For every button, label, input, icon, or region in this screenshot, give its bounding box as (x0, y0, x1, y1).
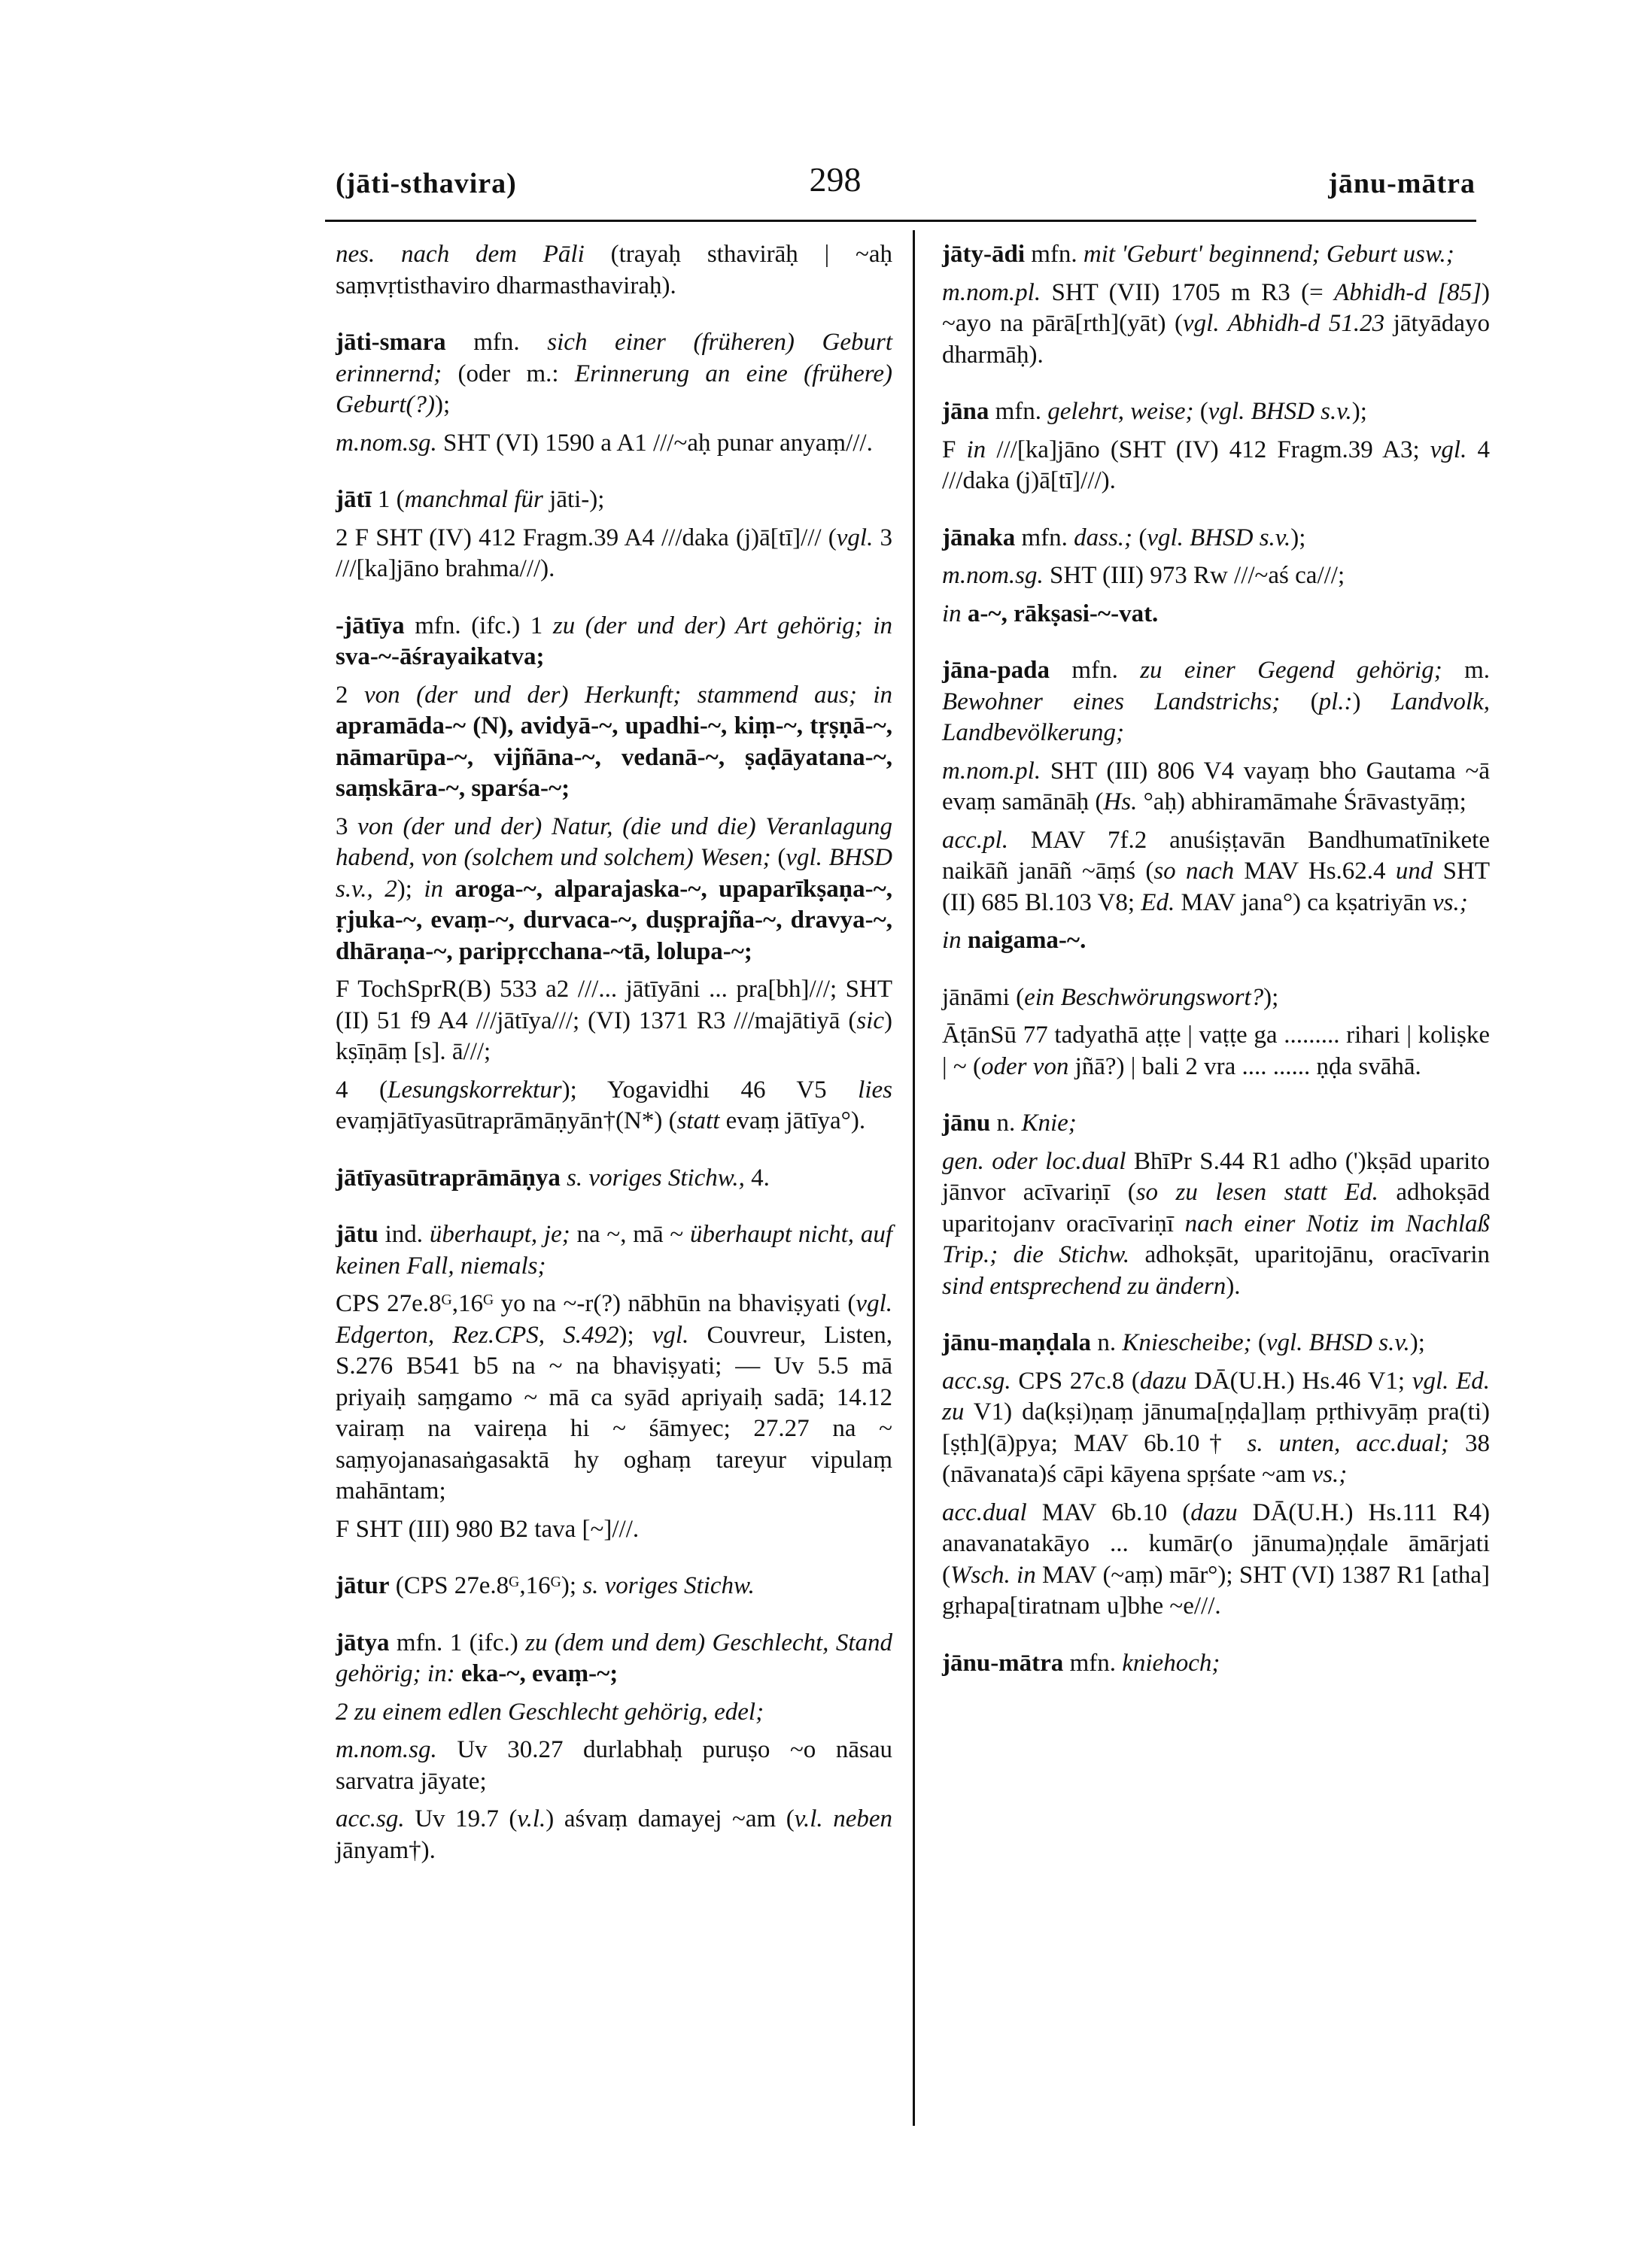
entry-line (942, 982, 1490, 1014)
entry-text: zu einer Gegend gehörig; (1140, 657, 1442, 684)
entry-text: pl.: (1318, 688, 1353, 715)
entry-text: Kniescheibe; (1122, 1329, 1252, 1356)
header-right-guideword: jānu-mātra (1328, 168, 1476, 199)
entry-text: ); Yogavidhi 46 V5 (561, 1076, 859, 1104)
entry-text: v.l. neben (794, 1805, 892, 1832)
entry-text: sva-~-āśrayaikatva; (336, 643, 545, 670)
entry-text: ) kṣīṇāṃ [s]. ā///; (336, 1006, 892, 1065)
entry-text: DĀ(U.H.) Hs.46 V1; (1187, 1367, 1412, 1395)
entry-text: und (1395, 858, 1433, 885)
entry-text: dass.; (1074, 524, 1133, 551)
entry-text: Abhidh-d [85] (1334, 278, 1482, 306)
entry-text: ein Beschwörungswort? (1024, 983, 1264, 1011)
entry-text: apramāda-~ (N), avidyā-~, upadhi-~, kiṃ-~, tṛṣṇā-~, nāmarūpa-~, vijñāna-~, vedanā-~, ṣaḍāyatana-~, saṃskāra-~, sparśa-~; (336, 712, 892, 802)
entry-line (942, 560, 1490, 592)
left-column (336, 239, 892, 1892)
entry-text: statt (676, 1107, 720, 1134)
entry-text: vgl. Abhidh-d 51.23 (1183, 310, 1385, 337)
entry-line (336, 1163, 892, 1195)
entry-text: vgl. BHSD s.v., 2 (336, 844, 892, 903)
lemma: jātya (336, 1629, 390, 1656)
entry-text: (CPS 27e.8ᴳ,16ᴳ); (389, 1572, 583, 1599)
entry-text: 2 (336, 681, 364, 709)
entry-text: Uv 19.7 ( (404, 1805, 518, 1832)
entry-text: 38 (nāvanata)ś cāpi kāyena spṛśate ~am (942, 1429, 1491, 1488)
entry-line (942, 1498, 1490, 1623)
entry-text: F (942, 436, 967, 463)
entry-line (942, 1146, 1490, 1303)
entry-text: °aḥ) abhiramāmahe Śrāvastyāṃ; (1137, 788, 1466, 815)
column-rule (913, 230, 915, 2126)
entry-text: aroga-~, alparajaska-~, upaparīkṣaṇa-~, ṛjuka-~, evaṃ-~, durvaca-~, duṣprajña-~, dravya-~, dhāraṇa-~, paripṛcchana-~tā, lolupa-~; (336, 875, 892, 965)
entry-text: vgl. BHSD s.v. (1147, 524, 1291, 551)
entry-text: ( (770, 844, 786, 871)
entry-text: MAV (~aṃ) mār°); SHT (VI) 1387 R1 [atha] gṛhapa[tiratnam u]bhe ~e///. (942, 1561, 1490, 1620)
entry-text: oder von (980, 1052, 1069, 1080)
entry-text: ). (1226, 1272, 1241, 1300)
page-header (0, 159, 1626, 205)
entry-text: so nach (1153, 858, 1235, 885)
entry-line (336, 484, 892, 516)
entry-text: ind. (378, 1221, 430, 1248)
entry-text: s. voriges Stichw. (582, 1572, 755, 1599)
lemma: -jātīya (336, 612, 405, 639)
entry-text: SHT (III) 973 Rw ///~aś ca///; (1043, 562, 1345, 589)
entry-text: V1) da(kṣi)ṇaṃ jānuma[ṇḍa]laṃ pṛthivyāṃ pra(ti)[ṣṭh](ā)pya; MAV 6b.10† (942, 1398, 1490, 1457)
entry-line (336, 974, 892, 1068)
entry-line (336, 1697, 892, 1729)
entry-text: 3 (336, 812, 358, 840)
entry-text: 4 ///daka (j)ā[tī]///). (942, 436, 1490, 494)
entry-text: mfn. (989, 398, 1048, 425)
header-rule (325, 220, 1476, 222)
entry-text: m.nom.pl. (942, 757, 1041, 785)
entry-line (942, 1648, 1490, 1680)
entry-text: n. (1091, 1329, 1123, 1356)
entry-text: mfn. (1015, 524, 1074, 551)
entry-text: mit 'Geburt' beginnend; Geburt usw.; (1083, 241, 1454, 268)
entry-text: so zu lesen statt Ed. (1135, 1179, 1378, 1206)
entry-text: 2 zu einem edlen Geschlecht gehörig, edel; (336, 1698, 764, 1726)
entry-text: a-~, rākṣasi-~-vat. (961, 600, 1159, 627)
entry-text: CPS 27c.8 ( (1011, 1367, 1140, 1395)
entry-text: ( (1280, 688, 1319, 715)
entry-text: Hs. (1103, 788, 1138, 815)
entry-line (942, 1366, 1490, 1491)
header-left-guideword: (jāti-sthavira) (336, 168, 517, 199)
entry-text: mfn. (1050, 657, 1141, 684)
entry-text: ); (1351, 398, 1367, 425)
entry-text: acc.sg. (942, 1367, 1011, 1395)
entry-text: acc.sg. (336, 1805, 405, 1832)
entry-jaty-adi (942, 239, 1490, 371)
entry-text: MAV 6b.10 ( (1026, 1498, 1191, 1526)
entry-text: überhaupt, je; (429, 1221, 570, 1248)
lemma: jāna-pada (942, 657, 1050, 684)
entry-text: s. unten, acc.dual; (1247, 1429, 1449, 1457)
entry-text: 2 F SHT (IV) 412 Fragm.39 A4 ///daka (j)ā[tī]/// ( (336, 524, 837, 551)
entry-janu-mandala (942, 1328, 1490, 1623)
entry-text: mfn. (ifc.) 1 (404, 612, 553, 639)
entry-line (336, 1628, 892, 1690)
entry-text: mfn. (445, 329, 548, 356)
entry-text: adhokṣād uparitojanv oracīvariṇī (942, 1179, 1491, 1237)
entry-text: vgl. BHSD s.v. (1266, 1329, 1410, 1356)
entry-text: zu (dem und dem) Geschlecht, Stand gehörig; in: (336, 1629, 892, 1687)
entry-text: na ~, mā ~ (570, 1221, 690, 1248)
entry-text: SHT (VII) 1705 m R3 (= (1041, 278, 1335, 306)
entry-text: evaṃjātīyasūtraprāmāṇyān†(N*) ( (336, 1107, 677, 1134)
entry-line (336, 523, 892, 585)
entry-text: MAV 7f.2 anuśiṣṭavān Bandhumatīnikete naikāñ janāñ ~āṃś ( (942, 826, 1490, 885)
entry-line (942, 278, 1490, 372)
entry-text: acc.pl. (942, 826, 1008, 854)
entry-line (336, 1219, 892, 1282)
entry-line (336, 428, 892, 460)
entry-text: MAV jana°) ca kṣatriyān (1175, 888, 1433, 916)
entry-jatur (336, 1571, 892, 1602)
entry-text: Knie; (1021, 1110, 1077, 1137)
entry-text: adhokṣāt, uparitojānu, oracīvarin (1129, 1241, 1490, 1268)
entry-text: 4. (744, 1164, 770, 1192)
entry-text: ) aśvaṃ damayej ~am ( (546, 1805, 795, 1832)
entry-text: F TochSprR(B) 533 a2 ///... jātīyāni ... pra[bh]///; SHT (II) 51 f9 A4 ///jātīya///; (VI) 1371 R3 ///majātiyā ( (336, 976, 892, 1034)
entry-text: SHT (III) 806 V4 vayaṃ bho Gautama ~ā evaṃ samānāḥ ( (942, 757, 1490, 815)
entry-text: ); (1290, 524, 1306, 551)
entry-text: n. (990, 1110, 1022, 1137)
entry-text: vgl. Edgerton, Rez.CPS, S.492 (336, 1290, 892, 1349)
lemma: jātu (336, 1221, 378, 1248)
lemma: jānu-mātra (942, 1649, 1064, 1677)
entry-text: Bewohner eines Landstrichs; (942, 688, 1281, 715)
lemma: jānaka (942, 524, 1016, 551)
entry-text: v.l. (517, 1805, 546, 1832)
entry-text: ) ~ayo na pārā[rth](yāt) ( (942, 278, 1490, 337)
entry-text: sich einer (früheren) Geburt erinnernd; (336, 329, 892, 387)
entry-line (336, 812, 892, 968)
entry-text: 4 ( (336, 1076, 388, 1104)
lemma: jāty-ādi (942, 241, 1025, 268)
entry-line (336, 327, 892, 421)
entry-text: vs.; (1433, 888, 1468, 916)
entry-text: ); (1263, 983, 1279, 1011)
entry-text: CPS 27e.8ᴳ,16ᴳ yo na ~-r(?) nābhūn na bhaviṣyati ( (336, 1290, 856, 1317)
entry-text: vs.; (1311, 1461, 1348, 1488)
entry-text: mfn. 1 (ifc.) (389, 1629, 526, 1656)
entry-line (336, 1804, 892, 1866)
entry-text: sind entsprechend zu ändern (942, 1272, 1226, 1300)
entry-text: SHT (VI) 1590 a A1 ///~aḥ punar anyaṃ///. (436, 429, 873, 457)
entry-text: ) (1352, 688, 1391, 715)
entry-jatiya (336, 611, 892, 1137)
entry-text: ); (1409, 1329, 1425, 1356)
entry-text: in (942, 927, 962, 954)
lemma: jānu-maṇḍala (942, 1329, 1092, 1356)
entry-text: in (424, 875, 444, 903)
entry-text: Couvreur, Listen, S.276 B541 b5 na ~ na bhaviṣyati; — Uv 5.5 mā priyaiḥ saṃgamo ~ mā ca syād apriyaiḥ sadā; 14.12 vairaṃ na vaireṇa hi ~ śāmyec; 27.27 na ~ saṃyojanasaṅgasaktā hy oghaṃ tareyur vipulaṃ mahāntam; (336, 1321, 892, 1504)
entry-line (336, 680, 892, 805)
entry-text: von (der und der) Natur, (die und die) Veranlagung habend, von (solchem und solchem) Wesen; (336, 812, 892, 871)
entry-text: m.nom.sg. (336, 1736, 437, 1763)
entry-text: Landvolk, Landbevölkerung; (942, 688, 1490, 746)
entry-text: m.nom.sg. (942, 562, 1044, 589)
entry-text: Ed. (1141, 888, 1175, 916)
entry-line (942, 1020, 1490, 1082)
entry-text: ); (434, 391, 451, 418)
entry-text: jñā?) | bali 2 vra .... ...... ṇḍa svāhā. (1068, 1052, 1421, 1080)
entry-text: Wsch. in (950, 1561, 1036, 1589)
entry-text: ĀṭānSū 77 tadyathā aṭṭe | vaṭṭe ga ......... rihari | koliṣke | ~ ( (942, 1022, 1490, 1080)
entry-text: m.nom.sg. (336, 429, 437, 457)
entry-line (942, 239, 1490, 271)
entry-line (336, 611, 892, 673)
entry-continuation (336, 239, 892, 302)
entry-text: eka-~, evaṃ-~; (454, 1660, 618, 1687)
entry-line (942, 825, 1490, 919)
right-column (942, 239, 1490, 1705)
entry-text: m.nom.pl. (942, 278, 1041, 306)
entry-text: MAV Hs.62.4 (1234, 858, 1396, 885)
entry-jana (942, 396, 1490, 497)
lemma: jātur (336, 1572, 390, 1599)
entry-text: ( (1132, 524, 1147, 551)
entry-text: gelehrt, weise; (1047, 398, 1194, 425)
entry-line (942, 1328, 1490, 1359)
entry-line (336, 1289, 892, 1507)
lemma: jāti-smara (336, 329, 446, 356)
entry-text: vgl. (652, 1321, 689, 1349)
entry-text: dazu (1190, 1498, 1238, 1526)
entry-text: überhaupt nicht, auf keinen Fall, niemals; (336, 1221, 892, 1280)
entry-text: dazu (1139, 1367, 1187, 1395)
entry-text: manchmal für (404, 486, 543, 513)
entry-line (336, 1514, 892, 1546)
entry-text (561, 1164, 567, 1192)
entry-text: zu (der und der) Art gehörig; in (552, 612, 892, 639)
entry-text: sic (856, 1006, 884, 1034)
entry-text: F SHT (III) 980 B2 tava [~]///. (336, 1515, 640, 1543)
entry-text: DĀ(U.H.) Hs.111 R4) anavanatakāyo ... kumār(o jānuma)ṇḍale āmārjati ( (942, 1498, 1490, 1589)
entry-text: jānyam†). (336, 1836, 436, 1864)
entry-jatiyasutrapramanya (336, 1163, 892, 1195)
entry-text: ); (618, 1321, 652, 1349)
entry-text: jātyādayo dharmāḥ). (942, 310, 1490, 369)
entry-text: nach einer Notiz im Nachlaß Trip.; die Stichw. (942, 1210, 1490, 1268)
entry-line (942, 1108, 1490, 1140)
entry-janu (942, 1108, 1490, 1302)
entry-text: 1 ( (371, 486, 405, 513)
entry-text: mfn. (1063, 1649, 1123, 1677)
entry-text: acc.dual (942, 1498, 1027, 1526)
entry-text: ///[ka]jāno (SHT (IV) 412 Fragm.39 A3; (986, 436, 1430, 463)
entry-text: lies (858, 1076, 892, 1104)
entry-line (942, 925, 1490, 957)
entry-line (942, 655, 1490, 749)
entry-text: (oder m.: (442, 360, 575, 387)
entry-text: evaṃ jātīya°). (719, 1107, 866, 1134)
entry-text: naigama-~. (961, 927, 1087, 954)
entry-text: Uv 30.27 durlabhaḥ puruṣo ~o nāsau sarvatra jāyate; (336, 1736, 892, 1795)
entry-line (336, 1571, 892, 1602)
entry-text: in (942, 600, 962, 627)
entry-jati-smara (336, 327, 892, 459)
entry-text: von (der und der) Herkunft; stammend aus; in (363, 681, 893, 709)
entry-text: in (966, 436, 986, 463)
entry-text: jāti-); (543, 486, 605, 513)
entry-text: SHT (II) 685 Bl.103 V8; (942, 858, 1490, 916)
entry-text: gen. oder loc.dual (942, 1147, 1126, 1175)
lemma: jānu (942, 1110, 991, 1137)
entry-text: nes. nach dem Pāli (336, 241, 585, 268)
entry-text: ( (1193, 398, 1208, 425)
entry-text: m. (1442, 657, 1490, 684)
entry-text: ( (1251, 1329, 1266, 1356)
entry-text: vgl. (1430, 436, 1467, 463)
entry-jatya (336, 1628, 892, 1867)
lemma: jātīyasūtraprāmāṇya (336, 1164, 561, 1192)
entry-jana-pada (942, 655, 1490, 957)
entry-text: s. voriges Stichw., (567, 1164, 745, 1192)
entry-text: vgl. (836, 524, 874, 551)
entry-line (942, 756, 1490, 818)
entry-text: ); (397, 875, 424, 903)
entry-text: 3 ///[ka]jāno brahma///). (336, 524, 892, 582)
entry-text: Lesungskorrektur (387, 1076, 562, 1104)
entry-line (336, 1075, 892, 1137)
lemma: jāna (942, 398, 989, 425)
entry-text: mfn. (1025, 241, 1083, 268)
entry-text: (trayaḥ sthavirāḥ | ~aḥ saṃvṛtisthaviro dharmasthaviraḥ). (336, 241, 893, 299)
entry-text: Erinnerung an eine (frühere) Geburt(?) (336, 360, 892, 418)
lemma: jānāmi (942, 983, 1010, 1011)
entry-line (336, 239, 892, 302)
entry-text: vgl. Ed. zu (942, 1367, 1490, 1425)
lemma: jātī (336, 486, 372, 513)
entry-jatu (336, 1219, 892, 1545)
entry-text: BhīPr S.44 R1 adho (')kṣād uparito jānvor acīvariṇī ( (942, 1147, 1490, 1206)
entry-janaka (942, 523, 1490, 630)
entry-line (942, 396, 1490, 428)
entry-jati (336, 484, 892, 585)
entry-text: ( (1009, 983, 1025, 1011)
entry-text: vgl. BHSD s.v. (1208, 398, 1352, 425)
entry-janami (942, 982, 1490, 1083)
page-number: 298 (809, 160, 862, 199)
entry-line (942, 435, 1490, 497)
entry-line (942, 599, 1490, 630)
entry-text: kniehoch; (1122, 1649, 1220, 1677)
entry-janu-matra (942, 1648, 1490, 1680)
entry-line (336, 1735, 892, 1797)
entry-line (942, 523, 1490, 554)
